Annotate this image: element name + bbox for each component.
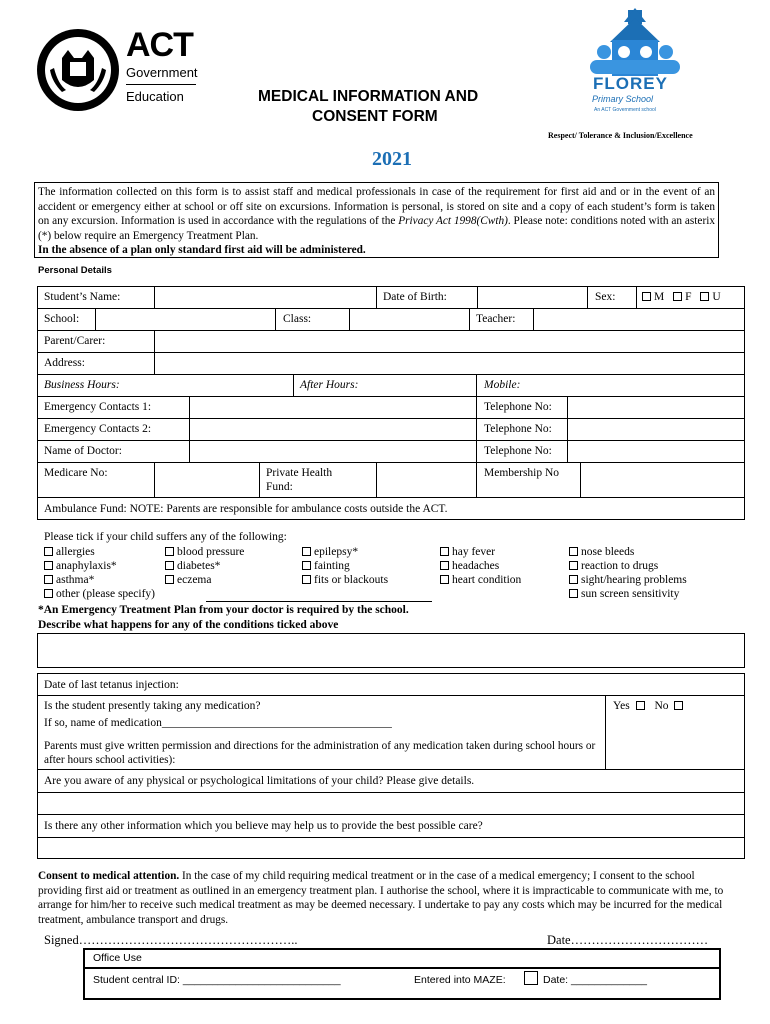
sex-m-label: M	[654, 291, 665, 303]
doctor-label: Name of Doctor:	[44, 445, 122, 457]
condition-item[interactable]: fits or blackouts	[302, 573, 388, 587]
other-specify-line[interactable]	[206, 601, 432, 602]
checkbox-icon[interactable]	[440, 547, 449, 556]
limitations-field[interactable]	[38, 793, 744, 814]
parent-label: Parent/Carer:	[44, 335, 106, 347]
checkbox-icon[interactable]	[440, 561, 449, 570]
act-government-logo	[36, 26, 196, 114]
office-date[interactable]: Date: _____________	[543, 974, 647, 986]
teacher-label: Teacher:	[476, 313, 516, 325]
conditions-col3	[302, 545, 388, 587]
act-logo-divider	[126, 84, 196, 85]
private-health-label-2: Fund:	[266, 481, 293, 493]
office-use-title: Office Use	[93, 952, 142, 964]
sex-f-checkbox[interactable]	[673, 292, 682, 301]
checkbox-icon[interactable]	[569, 575, 578, 584]
signed-line[interactable]: Signed……………………………………………..	[44, 933, 298, 947]
checkbox-icon[interactable]	[302, 575, 311, 584]
ambulance-note: Ambulance Fund: NOTE: Parents are responsible for ambulance costs outside the ACT.	[44, 503, 448, 515]
telephone2-label: Telephone No:	[484, 423, 552, 435]
condition-item[interactable]: sight/hearing problems	[569, 573, 687, 587]
emergency1-field[interactable]	[190, 397, 475, 418]
sex-f-label: F	[685, 291, 692, 303]
date-line[interactable]: Date……………………………	[547, 933, 709, 947]
address-field[interactable]	[155, 353, 744, 374]
conditions-col4	[440, 545, 521, 587]
membership-label: Membership No	[484, 467, 560, 479]
act-logo-title: ACT	[126, 26, 193, 64]
sex-u-checkbox[interactable]	[700, 292, 709, 301]
act-logo-government: Government	[126, 65, 198, 80]
business-hours-label: Business Hours:	[44, 379, 120, 391]
conditions-col5	[569, 545, 687, 601]
checkbox-icon[interactable]	[440, 575, 449, 584]
sex-options	[642, 291, 721, 303]
yes-label: Yes	[613, 700, 630, 712]
intro-text-2: . Please note: conditions noted with an asterix (*) below require an Emergency Treatment Plan.	[38, 215, 715, 242]
checkbox-icon[interactable]	[302, 561, 311, 570]
emergency2-field[interactable]	[190, 419, 475, 440]
school-label: School:	[44, 313, 80, 325]
dob-label: Date of Birth:	[383, 291, 447, 303]
act-logo-education: Education	[126, 89, 184, 104]
intro-box	[34, 182, 719, 258]
plan-note: *An Emergency Treatment Plan from your doctor is required by the school.	[38, 604, 409, 616]
medication-yes-no	[613, 700, 686, 712]
permission-note: Parents must give written permission and directions for the administration of any medication taken during school hours or after hours school activities):	[44, 740, 596, 766]
condition-item[interactable]: fainting	[302, 559, 388, 573]
other-info-field[interactable]	[38, 838, 744, 858]
medication-name[interactable]: If so, name of medication________________________________________	[44, 717, 392, 729]
school-logo-name: FLOREY	[593, 74, 668, 93]
intro-bold-line: In the absence of a plan only standard first aid will be administered.	[38, 244, 366, 257]
medicare-label: Medicare No:	[44, 467, 108, 479]
conditions-prompt: Please tick if your child suffers any of the following:	[44, 531, 287, 543]
private-health-label-1: Private Health	[266, 467, 333, 479]
personal-details-title: Personal Details	[38, 265, 112, 276]
no-checkbox[interactable]	[674, 701, 683, 710]
after-hours-label: After Hours:	[300, 379, 359, 391]
florey-school-logo	[580, 8, 690, 126]
consent-text	[38, 869, 728, 928]
maze-checkbox[interactable]	[524, 971, 538, 985]
condition-item[interactable]: allergies	[44, 545, 155, 559]
telephone3-label: Telephone No:	[484, 445, 552, 457]
checkbox-icon[interactable]	[44, 575, 53, 584]
telephone1-label: Telephone No:	[484, 401, 552, 413]
students-name-field[interactable]	[155, 287, 375, 308]
checkbox-icon[interactable]	[165, 547, 174, 556]
dob-field[interactable]	[478, 287, 586, 308]
condition-item[interactable]: eczema	[165, 573, 244, 587]
condition-item[interactable]: heart condition	[440, 573, 521, 587]
emergency2-label: Emergency Contacts 2:	[44, 423, 152, 435]
conditions-col1	[44, 545, 155, 601]
condition-item[interactable]: headaches	[440, 559, 521, 573]
checkbox-icon[interactable]	[44, 561, 53, 570]
school-logo-tag: An ACT Government school	[594, 107, 656, 113]
consent-bold: Consent to medical attention.	[38, 870, 180, 882]
school-house-icon	[580, 8, 690, 80]
school-values: Respect/ Tolerance & Inclusion/Excellence	[548, 131, 693, 140]
sex-u-label: U	[712, 291, 721, 303]
yes-checkbox[interactable]	[636, 701, 645, 710]
checkbox-icon[interactable]	[302, 547, 311, 556]
checkbox-icon[interactable]	[44, 589, 53, 598]
form-title-line2: CONSENT FORM	[312, 108, 438, 125]
doctor-field[interactable]	[190, 441, 475, 462]
other-info-question: Is there any other information which you believe may help us to provide the best possible care?	[44, 820, 483, 832]
condition-item[interactable]: anaphylaxis*	[44, 559, 155, 573]
medication-question: Is the student presently taking any medication?	[44, 700, 261, 712]
class-label: Class:	[283, 313, 312, 325]
condition-item[interactable]: asthma*	[44, 573, 155, 587]
act-crest-icon	[36, 28, 120, 112]
checkbox-icon[interactable]	[165, 561, 174, 570]
condition-item[interactable]: diabetes*	[165, 559, 244, 573]
sex-label: Sex:	[595, 291, 616, 303]
condition-item[interactable]: sun screen sensitivity	[569, 587, 687, 601]
school-logo-sub: Primary School	[592, 94, 654, 104]
parent-field[interactable]	[155, 331, 744, 352]
describe-field[interactable]	[37, 633, 745, 668]
no-label: No	[654, 700, 669, 712]
describe-label: Describe what happens for any of the conditions ticked above	[38, 619, 339, 631]
conditions-col2	[165, 545, 244, 587]
condition-item[interactable]: other (please specify)	[44, 587, 155, 601]
checkbox-icon[interactable]	[569, 547, 578, 556]
condition-item[interactable]: hay fever	[440, 545, 521, 559]
maze-label: Entered into MAZE:	[414, 974, 506, 986]
form-title-line1: MEDICAL INFORMATION AND	[258, 88, 479, 105]
form-year: 2021	[372, 148, 412, 170]
privacy-act-name: Privacy Act 1998(Cwth)	[398, 215, 508, 228]
condition-item[interactable]: nose bleeds	[569, 545, 687, 559]
consent-body: In the case of my child requiring medical treatment or in the case of a medical emergency; I consent to the school providing first aid or treatment as outlined in an emergency treatment plan. I authorise the school, where it is impracticable to communicate with me, to arrange for him/her to receive such medical treatment as may be deemed necessary. I undertake to pay any costs which may be incurred for the medical treatment, ambulance transport and drugs.	[38, 870, 724, 927]
checkbox-icon[interactable]	[44, 547, 53, 556]
student-central-id[interactable]: Student central ID: ___________________________	[93, 974, 341, 986]
checkbox-icon[interactable]	[569, 561, 578, 570]
sex-m-checkbox[interactable]	[642, 292, 651, 301]
condition-item[interactable]: reaction to drugs	[569, 559, 687, 573]
address-label: Address:	[44, 357, 85, 369]
school-field[interactable]	[96, 309, 274, 330]
students-name-label: Student’s Name:	[44, 291, 121, 303]
mobile-label: Mobile:	[484, 379, 521, 391]
limitations-question: Are you aware of any physical or psychological limitations of your child? Please give details.	[44, 775, 475, 787]
checkbox-icon[interactable]	[569, 589, 578, 598]
condition-item[interactable]: epilepsy*	[302, 545, 388, 559]
condition-item[interactable]: blood pressure	[165, 545, 244, 559]
checkbox-icon[interactable]	[165, 575, 174, 584]
class-field[interactable]	[350, 309, 468, 330]
teacher-field[interactable]	[534, 309, 744, 330]
emergency1-label: Emergency Contacts 1:	[44, 401, 152, 413]
intro-text: The information collected on this form is to assist staff and medical professionals in case of the requirement for first aid and or in the event of an accident or emergency either at school or off site on excursions. Information is personal, is stored on site and a copy of each student’s form is taken on any excursion. Information is used in accordance with the regulations of the	[38, 186, 715, 228]
tetanus-label: Date of last tetanus injection:	[44, 679, 179, 691]
